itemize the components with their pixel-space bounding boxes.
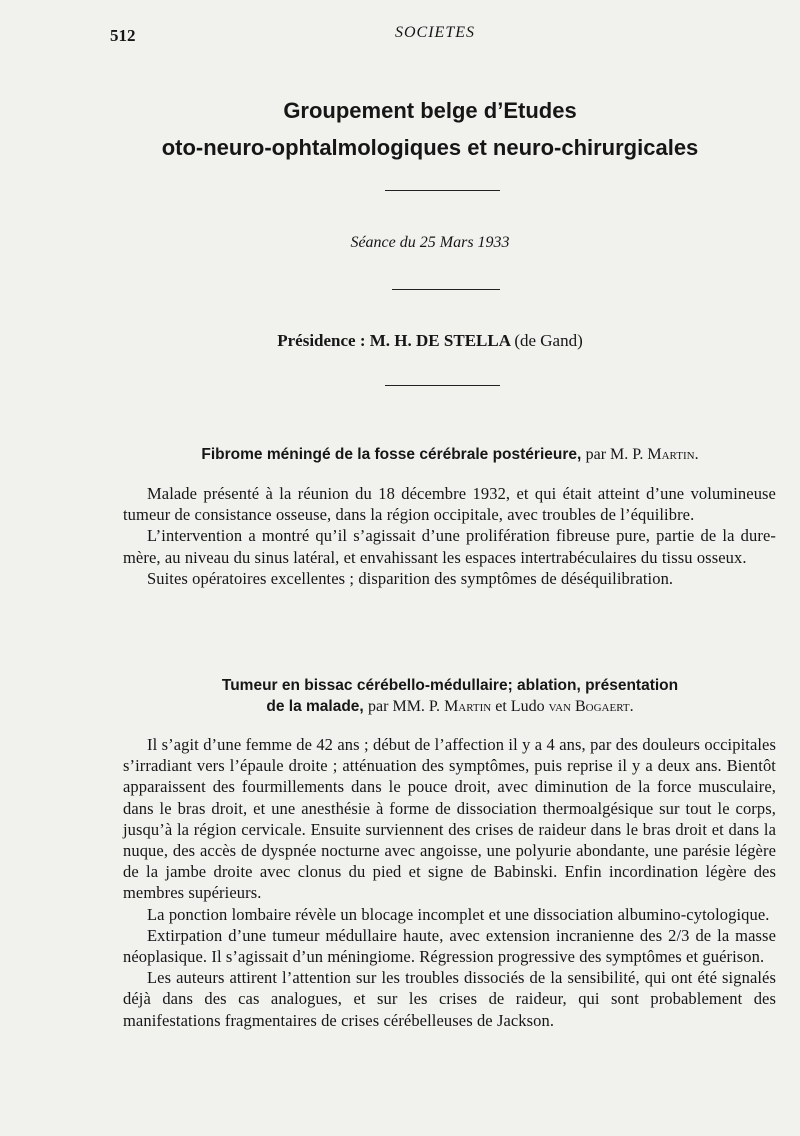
article-2-title-line2-text: de la malade, <box>266 698 364 715</box>
presidency-prefix: Présidence : <box>277 331 370 350</box>
article-2-title-line1: Tumeur en bissac cérébello-médullaire; ablation, présentation <box>221 677 679 694</box>
paragraph: La ponction lombaire révèle un blocage incomplet et une dissociation albumino-cytologique. <box>147 904 770 924</box>
author-prefix: par MM. P. <box>368 698 445 715</box>
presidency-line <box>100 331 760 351</box>
session-date: Séance du 25 Mars 1933 <box>350 234 510 251</box>
author-prefix: par M. P. <box>585 446 648 463</box>
running-head: SOCIETES <box>395 24 475 41</box>
article-2-author <box>368 698 634 715</box>
article-1-author <box>586 446 699 463</box>
paragraph: L’intervention a montré qu’il s’agissait d’une prolifération fibreuse pure, partie de la dure-mère, au niveau du sinus latéral, et envahissant les espaces intertrabéculaires du tissu osseux. <box>123 526 776 567</box>
author-middle: et Ludo <box>491 698 549 715</box>
paragraph: Extirpation d’une tumeur médullaire haute, avec extension incranienne des 2/3 de la masse néoplasique. Il s’agissait d’un méningiome. Régression progressive des symptômes et guérison. <box>123 925 776 967</box>
author-suffix: . <box>694 446 699 463</box>
paragraph: Malade présenté à la réunion du 18 décembre 1932, et qui était atteint d’une volumineuse tumeur de consistance osseuse, dans la région occipitale, avec troubles de l’équilibre. <box>123 484 776 525</box>
presidency-place: (de Gand) <box>514 331 583 350</box>
paragraph: Les auteurs attirent l’attention sur les troubles dissociés de la sensibilité, qui ont été signalés déjà dans des cas analogues, et sur les crises de raideur, qui sont probablement des manifestations fragmentaires de crises cérébelleuses de Jackson. <box>123 968 776 1030</box>
page-number: 512 <box>110 26 136 45</box>
paragraph: Suites opératoires excellentes ; disparition des symptômes de déséquilibration. <box>147 568 674 588</box>
divider-rule <box>392 289 500 290</box>
divider-rule <box>385 190 500 191</box>
author-name: Martin <box>444 698 492 715</box>
divider-rule <box>385 385 500 386</box>
author-name: van Bogaert <box>548 698 630 715</box>
article-1-body <box>123 483 776 589</box>
society-title <box>100 92 760 166</box>
article-1-title <box>120 444 780 465</box>
society-title-line1: Groupement belge d’Etudes <box>283 98 577 123</box>
article-2-body <box>123 734 776 1031</box>
society-title-line2: oto-neuro-ophtalmologiques et neuro-chirurgicales <box>161 135 699 160</box>
paragraph: Il s’agit d’une femme de 42 ans ; début de l’affection il y a 4 ans, par des douleurs occipitales s’irradiant vers l’épaule droite ; atténuation des symptômes, puis reprise il y a deux ans. Bientôt apparaissent des fourmillements dans le pouce droit, avec diminution de la force musculaire, dans le bras droit, et une anesthésie à forme de dissociation thermoalgésique sur tout le corps, jusqu’à la région cervicale. Ensuite surviennent des crises de raideur dans le bras droit et dans la nuque, des accès de dyspnée nocturne avec angoisse, une polyurie abondante, une parésie légère de la jambe droite avec clonus du pied et signe de Babinski. Enfin incordination légère des membres supérieurs. <box>123 735 776 903</box>
presidency-name: M. H. DE STELLA <box>369 331 511 350</box>
author-name: Martin <box>647 446 695 463</box>
author-suffix: . <box>629 698 634 715</box>
article-2-title-line2 <box>120 696 780 717</box>
article-2-title <box>120 675 780 717</box>
article-1-title-text: Fibrome méningé de la fosse cérébrale postérieure, <box>201 446 582 463</box>
